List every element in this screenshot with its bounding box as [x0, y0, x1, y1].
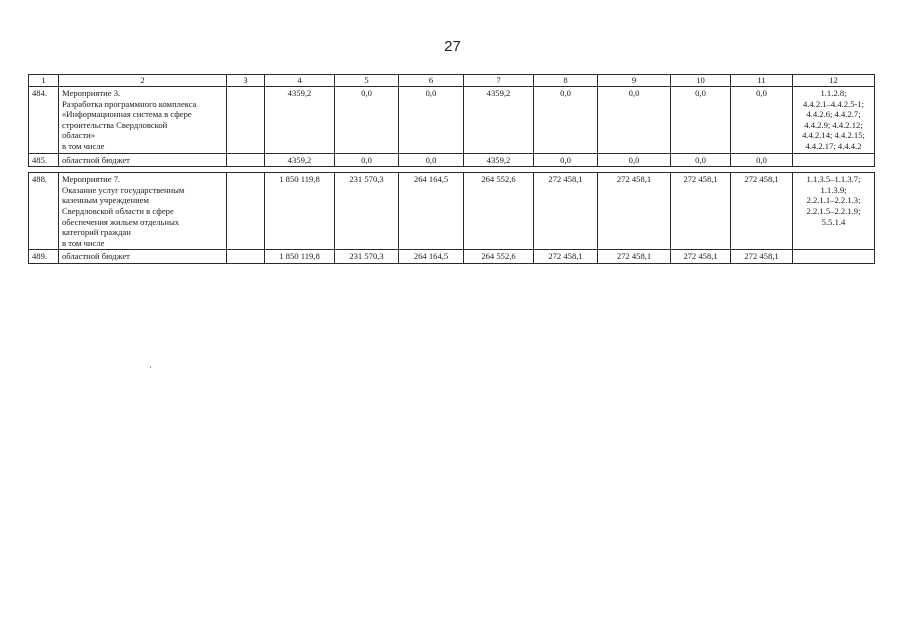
ref-line: 1.1.3.5–1.1.3.7;: [806, 174, 861, 185]
cell-col8: 272 458,1: [534, 250, 598, 264]
ref-line: 4.4.2.6; 4.4.2.7;: [806, 109, 861, 120]
row-number: 488.: [29, 173, 59, 250]
table-row: [29, 87, 875, 154]
cell-target-refs: [793, 87, 875, 154]
row-description: [59, 250, 227, 264]
ref-line: 1.1.3.9;: [820, 184, 847, 195]
cell-col9: 272 458,1: [598, 250, 671, 264]
description-line: казенным учреждением: [62, 195, 149, 206]
cell-col11: 272 458,1: [731, 173, 793, 250]
column-header: 1: [29, 75, 59, 87]
cell-col5: 0,0: [335, 153, 399, 167]
ref-line: 2.2.1.1–2.2.1.3;: [806, 195, 861, 206]
cell-total: 4359,2: [265, 153, 335, 167]
description-line: строительства Свердловской: [62, 119, 168, 130]
cell-col3: [227, 87, 265, 154]
description-line: в том числе: [62, 140, 105, 151]
cell-col5: 0,0: [335, 87, 399, 154]
row-number: 484.: [29, 87, 59, 154]
cell-target-refs: [793, 153, 875, 167]
description-line: в том числе: [62, 237, 105, 248]
cell-col7: 4359,2: [464, 87, 534, 154]
cell-col7: 264 552,6: [464, 173, 534, 250]
cell-col9: 272 458,1: [598, 173, 671, 250]
cell-col6: 0,0: [399, 87, 464, 154]
ref-line: 4.4.2.14; 4.4.2.15;: [802, 130, 865, 141]
ref-line: 4.4.2.17; 4.4.4.2: [805, 140, 862, 151]
cell-col3: [227, 153, 265, 167]
column-header: 5: [335, 75, 399, 87]
table-row: [29, 153, 875, 167]
cell-target-refs: [793, 250, 875, 264]
ref-line: 5.5.1.4: [821, 216, 846, 227]
cell-col8: 0,0: [534, 87, 598, 154]
ref-line: 4.4.2.1–4.4.2.5-1;: [802, 98, 865, 109]
column-header: 10: [671, 75, 731, 87]
description-line: обеспечения жильем отдельных: [62, 216, 180, 227]
table-row: [29, 250, 875, 264]
cell-total: 1 850 119,8: [265, 250, 335, 264]
cell-col5: 231 570,3: [335, 173, 399, 250]
cell-col8: 0,0: [534, 153, 598, 167]
description-line: областной бюджет: [62, 251, 130, 262]
cell-target-refs: [793, 173, 875, 250]
scan-speck: [150, 366, 151, 368]
cell-col8: 272 458,1: [534, 173, 598, 250]
cell-col6: 0,0: [399, 153, 464, 167]
description-line: категорий граждан: [62, 227, 131, 238]
row-number: 485.: [29, 153, 59, 167]
cell-col6: 264 164,5: [399, 250, 464, 264]
description-line: Свердловской области в сфере: [62, 205, 174, 216]
cell-col3: [227, 173, 265, 250]
cell-col11: 0,0: [731, 153, 793, 167]
ref-line: 2.2.1.5–2.2.1.9;: [806, 205, 861, 216]
column-header: 12: [793, 75, 875, 87]
table-row: [29, 173, 875, 250]
description-line: Оказание услуг государственным: [62, 184, 185, 195]
cell-col7: 4359,2: [464, 153, 534, 167]
cell-col11: 272 458,1: [731, 250, 793, 264]
column-header: 8: [534, 75, 598, 87]
cell-col6: 264 164,5: [399, 173, 464, 250]
cell-col3: [227, 250, 265, 264]
description-line: «Информационная система в сфере: [62, 109, 192, 120]
row-description: [59, 173, 227, 250]
ref-line: 4.4.2.9; 4.4.2.12;: [804, 119, 863, 130]
cell-col10: 272 458,1: [671, 250, 731, 264]
cell-col10: 0,0: [671, 153, 731, 167]
column-header: 11: [731, 75, 793, 87]
cell-col10: 0,0: [671, 87, 731, 154]
cell-col9: 0,0: [598, 87, 671, 154]
row-description: [59, 87, 227, 154]
cell-col9: 0,0: [598, 153, 671, 167]
row-description: [59, 153, 227, 167]
cell-col7: 264 552,6: [464, 250, 534, 264]
cell-col11: 0,0: [731, 87, 793, 154]
column-header: 7: [464, 75, 534, 87]
cell-total: 1 850 119,8: [265, 173, 335, 250]
column-header: 4: [265, 75, 335, 87]
table-header-row: [29, 75, 875, 87]
row-number: 489.: [29, 250, 59, 264]
column-header: 9: [598, 75, 671, 87]
column-header: 2: [59, 75, 227, 87]
column-header: 6: [399, 75, 464, 87]
description-line: Разработка программного комплекса: [62, 98, 197, 109]
description-line: Мероприятие 7.: [62, 174, 121, 185]
budget-table: [28, 74, 875, 264]
cell-col10: 272 458,1: [671, 173, 731, 250]
description-line: Мероприятие 3.: [62, 88, 121, 98]
description-line: областной бюджет: [62, 154, 130, 165]
cell-total: 4359,2: [265, 87, 335, 154]
ref-line: 1.1.2.8;: [820, 88, 847, 98]
cell-col5: 231 570,3: [335, 250, 399, 264]
page-number: 27: [444, 38, 461, 55]
column-header: 3: [227, 75, 265, 87]
description-line: области»: [62, 130, 96, 141]
